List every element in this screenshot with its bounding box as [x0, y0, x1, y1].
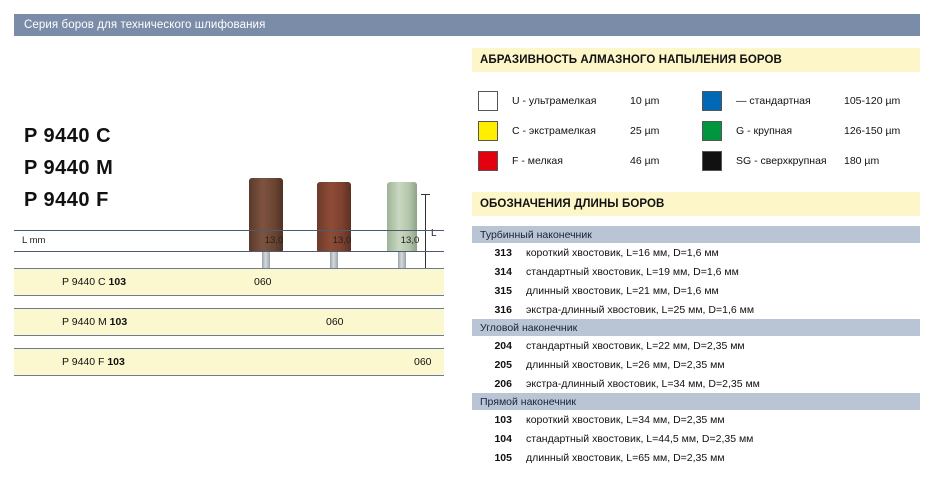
product-code-list: [24, 120, 113, 216]
length-code-204: 204: [494, 339, 512, 352]
list-item: [472, 336, 920, 355]
row-name-3: [62, 356, 125, 368]
bur-illustrations: [239, 126, 439, 286]
list-item: [472, 429, 920, 448]
group-header-straight: Прямой наконечник: [472, 393, 920, 410]
row-name-2: [62, 316, 127, 328]
product-code-2: P 9440 M: [24, 157, 114, 179]
length-code-103: 103: [494, 413, 512, 426]
length-value-2: 13,0: [332, 235, 352, 246]
legend-label-u: U - ультрамелкая: [512, 95, 597, 107]
length-code-315: 315: [494, 284, 512, 297]
legend-label-f: F - мелкая: [512, 155, 563, 167]
length-designation-section: [472, 192, 920, 467]
length-code-105: 105: [494, 451, 512, 464]
row-name-prefix-3: P 9440 F: [62, 356, 108, 368]
row-name-code-1: 103: [108, 276, 127, 288]
length-value-3: 13,0: [400, 235, 420, 246]
color-swatch-u: [478, 91, 498, 111]
list-item: [472, 374, 920, 393]
length-value-1: 13,0: [264, 235, 284, 246]
legend-item-u: [472, 86, 696, 116]
color-swatch-standard: [702, 91, 722, 111]
row-value-3: 060: [414, 356, 432, 368]
length-designation-title: ОБОЗНАЧЕНИЯ ДЛИНЫ БОРОВ: [472, 192, 920, 216]
legend-value-c: 25 µm: [630, 125, 660, 137]
length-code-205: 205: [494, 358, 512, 371]
dimension-label: L: [431, 228, 437, 239]
legend-item-f: [472, 146, 696, 176]
length-desc-205: длинный хвостовик, L=26 мм, D=2,35 мм: [526, 358, 725, 371]
list-item: [472, 410, 920, 429]
group-header-turbine: Турбинный наконечник: [472, 226, 920, 243]
length-desc-313: короткий хвостовик, L=16 мм, D=1,6 мм: [526, 246, 719, 259]
color-swatch-g: [702, 121, 722, 141]
length-desc-315: длинный хвостовик, L=21 мм, D=1,6 мм: [526, 284, 719, 297]
length-code-104: 104: [494, 432, 512, 445]
legend-value-g: 126-150 µm: [844, 125, 901, 137]
color-swatch-c: [478, 121, 498, 141]
legend-item-c: [472, 116, 696, 146]
legend-value-standard: 105-120 µm: [844, 95, 901, 107]
legend-value-u: 10 µm: [630, 95, 660, 107]
size-table: [14, 268, 444, 388]
row-name-prefix-1: P 9440 C: [62, 276, 109, 288]
legend-item-standard: [696, 86, 920, 116]
table-row: [14, 308, 444, 336]
length-unit-label: L mm: [22, 235, 46, 246]
list-item: [472, 300, 920, 319]
length-code-316: 316: [494, 303, 512, 316]
row-value-2: 060: [326, 316, 344, 328]
list-item: [472, 355, 920, 374]
info-panel: [472, 48, 920, 467]
legend-label-c: C - экстрамелкая: [512, 125, 596, 137]
length-code-314: 314: [494, 265, 512, 278]
page-title: Серия боров для технического шлифования: [14, 14, 920, 36]
table-row: [14, 348, 444, 376]
length-desc-316: экстра-длинный хвостовик, L=25 мм, D=1,6 мм: [526, 303, 755, 316]
length-code-206: 206: [494, 377, 512, 390]
abrasiveness-legend: [472, 86, 920, 176]
table-row: [14, 268, 444, 296]
list-item: [472, 262, 920, 281]
row-name-prefix-2: P 9440 M: [62, 316, 110, 328]
color-swatch-f: [478, 151, 498, 171]
length-desc-105: длинный хвостовик, L=65 мм, D=2,35 мм: [526, 451, 725, 464]
product-code-1: P 9440 C: [24, 125, 112, 147]
row-name-code-2: 103: [109, 316, 128, 328]
length-desc-103: короткий хвостовик, L=34 мм, D=2,35 мм: [526, 413, 725, 426]
abrasiveness-title: АБРАЗИВНОСТЬ АЛМАЗНОГО НАПЫЛЕНИЯ БОРОВ: [472, 48, 920, 72]
legend-column-left: [472, 86, 696, 176]
list-item: [472, 448, 920, 467]
legend-value-sg: 180 µm: [844, 155, 880, 167]
legend-label-g: G - крупная: [736, 125, 793, 137]
row-value-1: 060: [254, 276, 272, 288]
legend-item-sg: [696, 146, 920, 176]
legend-label-standard: — стандартная: [736, 95, 811, 107]
row-name-code-3: 103: [107, 356, 125, 368]
list-item: [472, 281, 920, 300]
length-header-row: [14, 230, 444, 252]
length-desc-314: стандартный хвостовик, L=19 мм, D=1,6 мм: [526, 265, 739, 278]
legend-item-g: [696, 116, 920, 146]
product-code-3: P 9440 F: [24, 189, 109, 211]
list-item: [472, 243, 920, 262]
length-code-313: 313: [494, 246, 512, 259]
legend-column-right: [696, 86, 920, 176]
row-name-1: [62, 276, 126, 288]
length-desc-104: стандартный хвостовик, L=44,5 мм, D=2,35 мм: [526, 432, 754, 445]
legend-label-sg: SG - сверхкрупная: [736, 155, 827, 167]
legend-value-f: 46 µm: [630, 155, 660, 167]
length-desc-206: экстра-длинный хвостовик, L=34 мм, D=2,35 мм: [526, 377, 760, 390]
color-swatch-sg: [702, 151, 722, 171]
group-header-contra-angle: Угловой наконечник: [472, 319, 920, 336]
length-desc-204: стандартный хвостовик, L=22 мм, D=2,35 мм: [526, 339, 745, 352]
